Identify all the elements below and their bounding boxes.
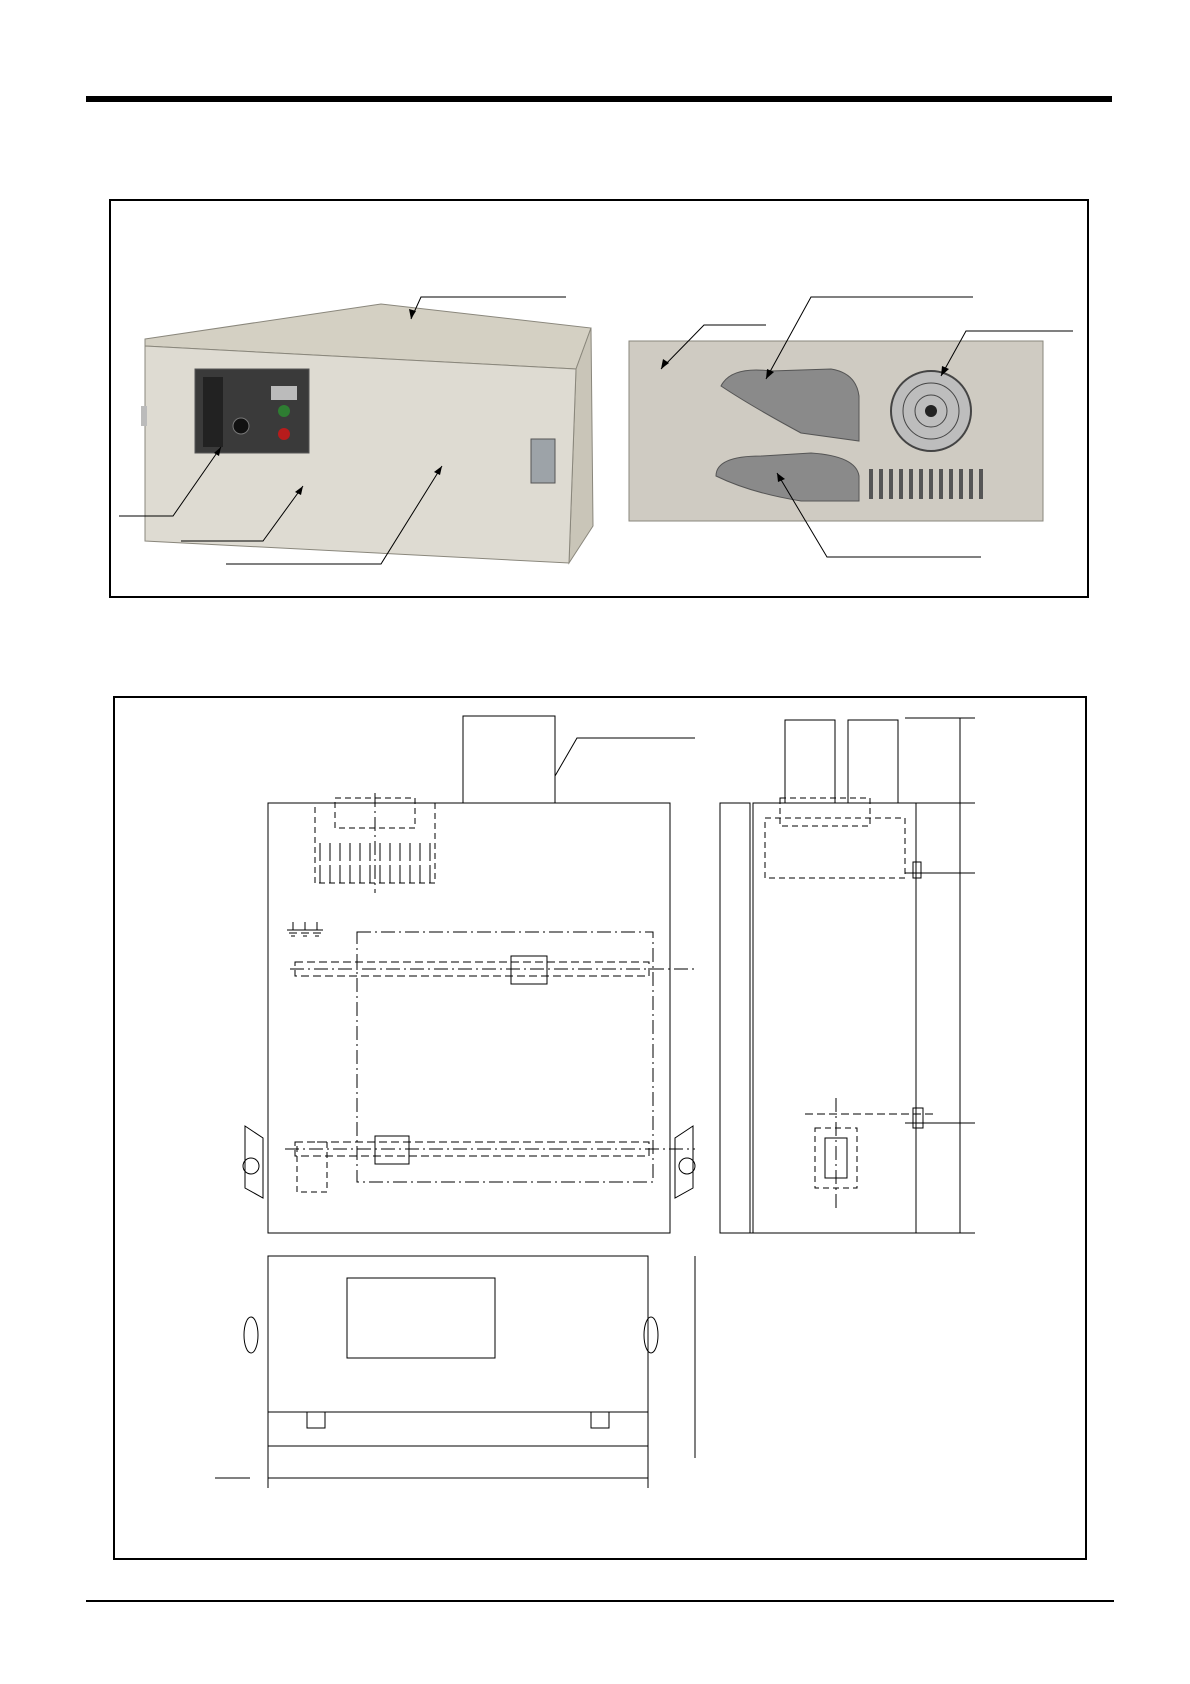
- front-view: [243, 716, 695, 1233]
- leader-line: [555, 738, 695, 776]
- header-rule: [86, 96, 1112, 102]
- ground-symbol-icon: [287, 922, 323, 936]
- front-photo: [119, 297, 593, 564]
- hidden-fan-outline: [780, 798, 870, 826]
- side-fitting: [913, 1108, 923, 1128]
- drawing-panel: [113, 696, 1087, 1560]
- green-button-icon: [278, 405, 290, 417]
- key-switch-icon: [233, 418, 249, 434]
- side-view-body: [753, 803, 916, 1233]
- foot: [591, 1412, 609, 1428]
- side-handle: [141, 406, 147, 426]
- front-view-duct: [463, 716, 555, 803]
- side-fitting: [913, 862, 921, 878]
- handle-end: [244, 1317, 258, 1353]
- side-view-cover: [720, 803, 750, 1233]
- panel-display: [271, 386, 297, 400]
- photo-panel-svg: [111, 201, 1087, 596]
- side-view-duct: [848, 720, 898, 803]
- handle-end: [644, 1317, 658, 1353]
- rail-bracket: [511, 956, 547, 984]
- red-button-icon: [278, 428, 290, 440]
- rear-photo: [629, 297, 1073, 557]
- left-handle: [245, 1126, 263, 1198]
- panel-slot: [203, 377, 223, 447]
- photo-panel: [109, 199, 1089, 598]
- drawing-panel-svg: [115, 698, 1085, 1558]
- rail-bracket: [375, 1136, 409, 1164]
- side-connector: [531, 439, 555, 483]
- footer-rule: [86, 1600, 1114, 1602]
- bottom-view-window: [347, 1278, 495, 1358]
- bottom-view-body: [268, 1256, 648, 1412]
- front-view-body: [268, 803, 670, 1233]
- foot: [307, 1412, 325, 1428]
- bottom-view: [215, 1256, 695, 1488]
- side-view-duct: [785, 720, 835, 803]
- fan-hub: [925, 405, 937, 417]
- right-handle: [675, 1126, 693, 1198]
- side-view: [720, 718, 975, 1233]
- hidden-fan-outline: [765, 818, 905, 878]
